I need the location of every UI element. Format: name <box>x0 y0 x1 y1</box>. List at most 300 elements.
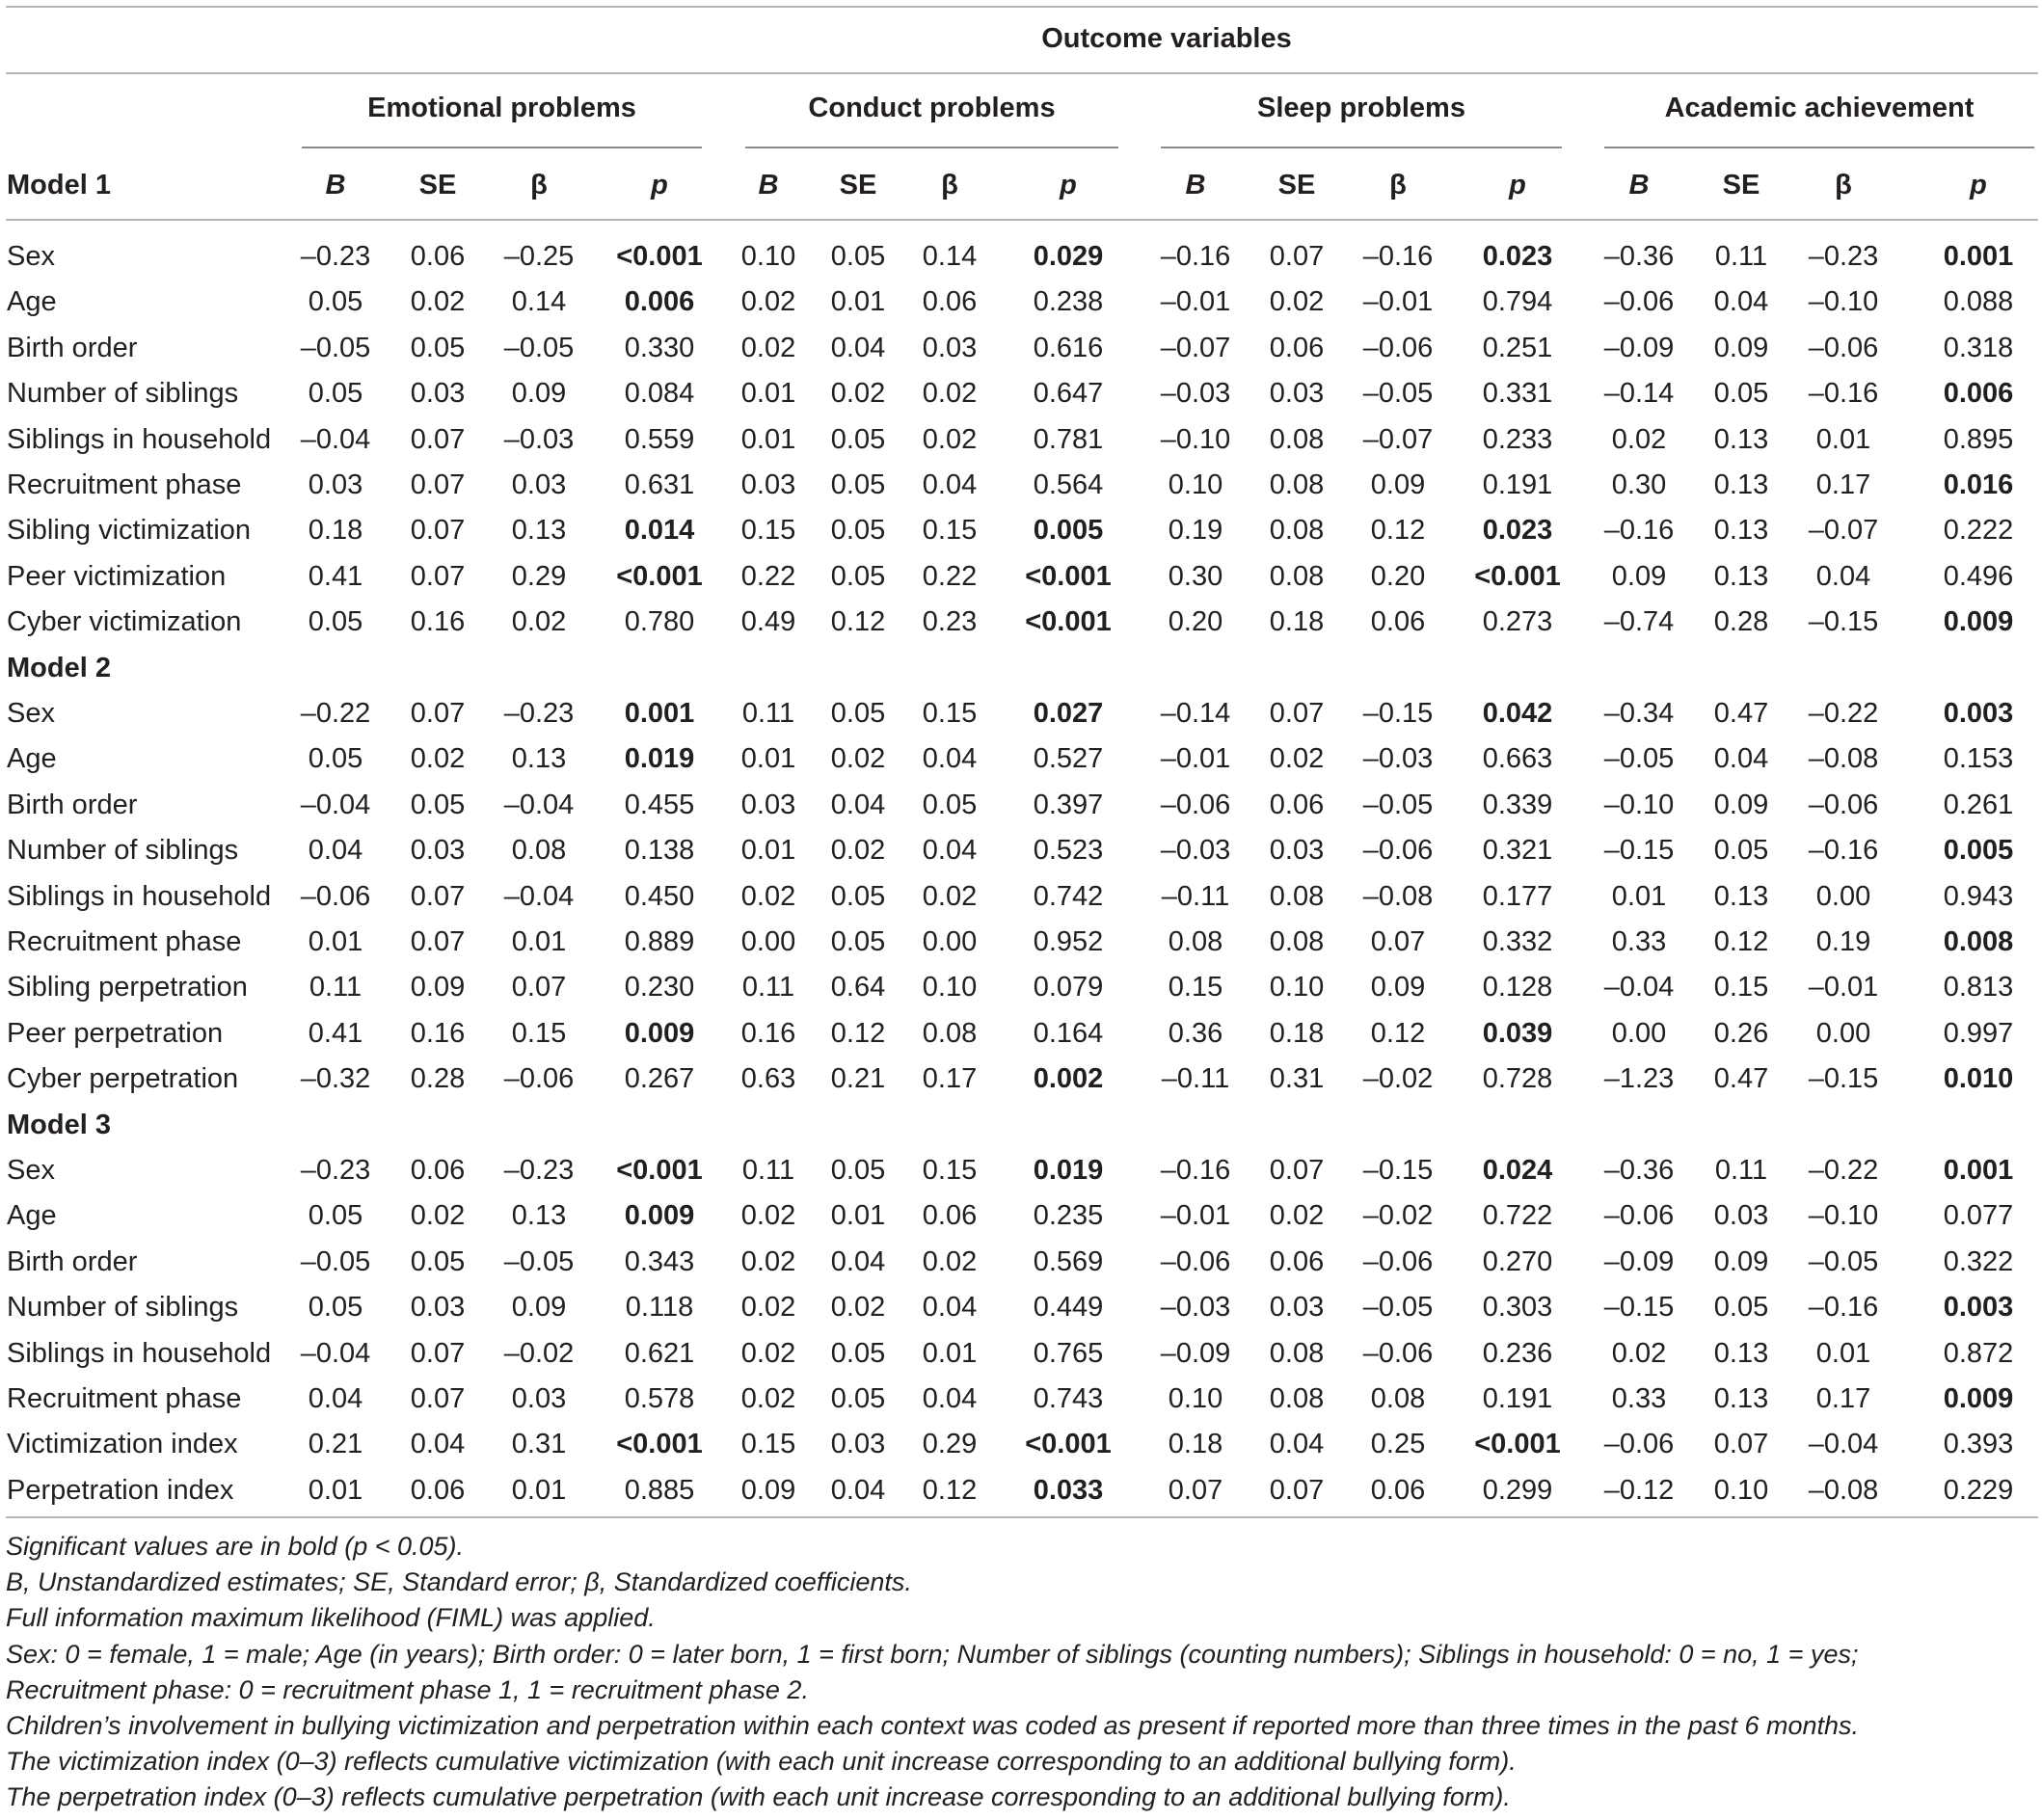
table-cell: 0.05 <box>308 1292 363 1324</box>
table-cell: <0.001 <box>1474 560 1561 592</box>
table-cell: 0.019 <box>624 743 695 775</box>
table-cell: 0.229 <box>1943 1474 2014 1506</box>
column-header: SE <box>839 170 877 201</box>
row-label: Perpetration index <box>7 1474 234 1506</box>
table-cell: 0.343 <box>624 1245 695 1277</box>
table-cell: 0.06 <box>1269 1245 1325 1277</box>
table-cell: 0.11 <box>309 972 363 1004</box>
table-cell: 0.943 <box>1943 880 2014 912</box>
table-cell: –0.10 <box>1603 789 1675 820</box>
column-header: β <box>941 170 958 201</box>
table-cell: 0.10 <box>1168 1383 1223 1414</box>
table-cell: 0.08 <box>1269 1337 1325 1369</box>
table-cell: 0.05 <box>410 332 466 363</box>
table-cell: 0.06 <box>1370 1474 1426 1506</box>
table-cell: 0.236 <box>1482 1337 1553 1369</box>
column-header: SE <box>1722 170 1760 201</box>
table-cell: 0.15 <box>922 698 978 729</box>
table-cell: –0.23 <box>300 241 371 272</box>
table-cell: 0.267 <box>624 1063 695 1095</box>
table-cell: 0.05 <box>308 743 363 775</box>
table-cell: 0.05 <box>830 515 886 547</box>
table-cell: 0.455 <box>624 789 695 820</box>
table-cell: 0.742 <box>1033 880 1104 912</box>
table-cell: –0.22 <box>300 698 371 729</box>
model-title: Model 3 <box>7 1109 111 1140</box>
table-cell: 0.07 <box>1370 926 1426 957</box>
table-cell: 0.027 <box>1033 698 1104 729</box>
table-cell: 0.722 <box>1482 1200 1553 1232</box>
table-cell: 0.016 <box>1943 469 2014 500</box>
table-cell: 0.33 <box>1611 926 1667 957</box>
table-cell: 0.03 <box>740 789 796 820</box>
table-cell: 0.08 <box>1269 880 1325 912</box>
row-label: Birth order <box>7 332 138 363</box>
column-header: B <box>325 170 346 201</box>
table-cell: 0.06 <box>410 241 466 272</box>
table-cell: –0.04 <box>503 789 575 820</box>
table-cell: <0.001 <box>1025 606 1112 638</box>
table-cell: –0.04 <box>1603 972 1675 1004</box>
table-cell: –0.08 <box>1808 1474 1879 1506</box>
table-cell: 0.11 <box>741 1155 795 1186</box>
table-cell: –0.16 <box>1603 515 1675 547</box>
table-cell: 0.024 <box>1482 1155 1553 1186</box>
row-label: Age <box>7 1200 57 1232</box>
table-cell: 0.02 <box>1269 286 1325 318</box>
table-cell: –0.05 <box>300 1245 371 1277</box>
table-cell: 0.15 <box>511 1017 567 1049</box>
table-cell: 0.28 <box>410 1063 466 1095</box>
table-cell: 0.033 <box>1033 1474 1104 1506</box>
row-label: Cyber victimization <box>7 606 242 638</box>
bottom-rule <box>6 1516 2038 1518</box>
table-cell: 0.05 <box>308 1200 363 1232</box>
table-cell: 0.01 <box>922 1337 978 1369</box>
table-cell: 0.12 <box>830 606 886 638</box>
table-cell: –0.16 <box>1808 1292 1879 1324</box>
table-cell: –0.12 <box>1603 1474 1675 1506</box>
table-cell: 0.527 <box>1033 743 1104 775</box>
group-header: Sleep problems <box>1257 93 1465 123</box>
table-cell: 0.02 <box>410 743 466 775</box>
table-cell: 0.079 <box>1033 972 1104 1004</box>
table-cell: 0.02 <box>922 880 978 912</box>
table-cell: 0.36 <box>1168 1017 1223 1049</box>
table-cell: 0.07 <box>1269 1155 1325 1186</box>
model-title: Model 2 <box>7 652 111 683</box>
table-cell: –0.04 <box>300 1337 371 1369</box>
column-header: p <box>651 170 668 201</box>
row-label: Sex <box>7 1155 55 1186</box>
table-cell: 0.02 <box>830 378 886 410</box>
table-cell: 0.05 <box>830 926 886 957</box>
table-cell: 0.077 <box>1943 1200 2014 1232</box>
table-cell: 0.01 <box>740 743 796 775</box>
table-cell: 0.02 <box>740 332 796 363</box>
table-cell: 0.09 <box>740 1474 796 1506</box>
table-cell: 0.15 <box>740 1429 796 1460</box>
table-cell: 0.13 <box>511 515 567 547</box>
table-cell: –0.16 <box>1362 241 1434 272</box>
table-cell: 0.01 <box>308 1474 363 1506</box>
table-cell: 0.03 <box>1269 835 1325 867</box>
column-header: SE <box>1277 170 1316 201</box>
table-cell: 0.647 <box>1033 378 1104 410</box>
table-cell: 0.042 <box>1482 698 1553 729</box>
table-cell: –0.06 <box>1808 789 1879 820</box>
table-cell: 0.02 <box>1269 743 1325 775</box>
table-cell: 0.261 <box>1943 789 2014 820</box>
table-cell: –0.36 <box>1603 241 1675 272</box>
table-cell: 0.07 <box>410 469 466 500</box>
table-cell: 0.330 <box>624 332 695 363</box>
table-cell: 0.005 <box>1943 835 2014 867</box>
table-cell: 0.164 <box>1033 1017 1104 1049</box>
table-cell: 0.04 <box>922 835 978 867</box>
table-cell: 0.04 <box>1269 1429 1325 1460</box>
group-header: Conduct problems <box>808 93 1056 123</box>
table-cell: –0.23 <box>1808 241 1879 272</box>
row-label: Cyber perpetration <box>7 1063 239 1095</box>
row-label: Siblings in household <box>7 1337 272 1369</box>
table-cell: 0.08 <box>1370 1383 1426 1414</box>
table-cell: –0.03 <box>1160 378 1231 410</box>
table-cell: 0.47 <box>1713 1063 1769 1095</box>
table-cell: 0.12 <box>1370 515 1426 547</box>
table-cell: –0.02 <box>503 1337 575 1369</box>
table-cell: 0.10 <box>740 241 796 272</box>
table-cell: 0.005 <box>1033 515 1104 547</box>
table-cell: –0.10 <box>1808 1200 1879 1232</box>
table-cell: 0.09 <box>1713 789 1769 820</box>
table-cell: 0.885 <box>624 1474 695 1506</box>
table-cell: 0.13 <box>511 1200 567 1232</box>
table-cell: 0.01 <box>740 423 796 455</box>
table-cell: –0.05 <box>1362 789 1434 820</box>
table-cell: 0.07 <box>410 423 466 455</box>
table-cell: 0.010 <box>1943 1063 2014 1095</box>
table-cell: 0.03 <box>410 835 466 867</box>
table-cell: –0.74 <box>1603 606 1675 638</box>
table-cell: 0.569 <box>1033 1245 1104 1277</box>
table-cell: 0.29 <box>511 560 567 592</box>
table-cell: 0.16 <box>410 606 466 638</box>
table-cell: –0.15 <box>1603 835 1675 867</box>
table-cell: 0.781 <box>1033 423 1104 455</box>
table-cell: 0.01 <box>1611 880 1667 912</box>
table-cell: 0.07 <box>410 880 466 912</box>
table-cell: 0.05 <box>410 1245 466 1277</box>
table-cell: 0.128 <box>1482 972 1553 1004</box>
table-cell: 0.088 <box>1943 286 2014 318</box>
table-cell: 0.322 <box>1943 1245 2014 1277</box>
table-cell: 0.13 <box>1713 560 1769 592</box>
table-cell: 0.33 <box>1611 1383 1667 1414</box>
table-cell: 0.47 <box>1713 698 1769 729</box>
row-label: Number of siblings <box>7 378 239 410</box>
table-cell: 0.08 <box>922 1017 978 1049</box>
column-header: β <box>530 170 548 201</box>
table-cell: 0.18 <box>1269 1017 1325 1049</box>
column-header: SE <box>418 170 457 201</box>
table-cell: –0.06 <box>1362 332 1434 363</box>
row-label: Peer victimization <box>7 560 227 592</box>
row-label: Sex <box>7 698 55 729</box>
table-cell: 0.01 <box>308 926 363 957</box>
table-cell: 0.02 <box>922 423 978 455</box>
table-cell: 0.08 <box>1269 469 1325 500</box>
table-cell: 0.05 <box>830 698 886 729</box>
table-cell: 0.15 <box>922 1155 978 1186</box>
table-cell: 0.191 <box>1482 469 1553 500</box>
table-cell: –0.22 <box>1808 698 1879 729</box>
table-cell: –0.04 <box>300 789 371 820</box>
row-label: Birth order <box>7 1245 138 1277</box>
table-cell: 0.14 <box>511 286 567 318</box>
table-cell: –0.05 <box>503 1245 575 1277</box>
table-cell: 0.04 <box>830 789 886 820</box>
table-cell: 0.01 <box>740 835 796 867</box>
top-rule <box>6 6 2038 8</box>
table-cell: 0.05 <box>830 469 886 500</box>
table-cell: 0.06 <box>1269 332 1325 363</box>
table-cell: 0.05 <box>830 880 886 912</box>
table-cell: 0.02 <box>740 880 796 912</box>
table-cell: 0.728 <box>1482 1063 1553 1095</box>
table-cell: 0.21 <box>308 1429 363 1460</box>
table-cell: 0.00 <box>1611 1017 1667 1049</box>
row-label: Number of siblings <box>7 1292 239 1324</box>
table-cell: 0.564 <box>1033 469 1104 500</box>
table-cell: –0.14 <box>1160 698 1231 729</box>
footnote: Full information maximum likelihood (FIML) was applied. <box>6 1603 656 1633</box>
table-cell: 0.07 <box>1269 1474 1325 1506</box>
table-cell: 0.02 <box>740 286 796 318</box>
table-cell: 0.17 <box>1815 1383 1871 1414</box>
table-cell: 0.02 <box>410 1200 466 1232</box>
table-cell: 0.07 <box>410 560 466 592</box>
table-cell: 0.02 <box>740 1200 796 1232</box>
table-cell: 0.631 <box>624 469 695 500</box>
table-cell: 0.03 <box>511 469 567 500</box>
table-cell: –0.15 <box>1362 698 1434 729</box>
table-cell: 0.08 <box>1269 926 1325 957</box>
row-label: Recruitment phase <box>7 469 242 500</box>
table-cell: 0.04 <box>922 1383 978 1414</box>
table-cell: 0.001 <box>624 698 695 729</box>
table-cell: –0.07 <box>1160 332 1231 363</box>
table-cell: 0.039 <box>1482 1017 1553 1049</box>
table-cell: 0.31 <box>1269 1063 1325 1095</box>
table-cell: –0.07 <box>1808 515 1879 547</box>
group-underline <box>745 147 1118 148</box>
table-cell: 0.16 <box>410 1017 466 1049</box>
table-cell: 0.04 <box>830 332 886 363</box>
group-header: Emotional problems <box>367 93 636 123</box>
table-cell: 0.029 <box>1033 241 1104 272</box>
table-cell: 0.12 <box>1713 926 1769 957</box>
table-cell: 0.07 <box>1269 241 1325 272</box>
footnote: B, Unstandardized estimates; SE, Standard error; β, Standardized coefficients. <box>6 1567 912 1597</box>
table-cell: 0.04 <box>1815 560 1871 592</box>
table-cell: –0.23 <box>503 698 575 729</box>
table-cell: 0.23 <box>922 606 978 638</box>
table-cell: –0.11 <box>1161 1063 1230 1095</box>
table-cell: 0.02 <box>740 1383 796 1414</box>
table-cell: 0.084 <box>624 378 695 410</box>
table-cell: 0.273 <box>1482 606 1553 638</box>
table-cell: 0.393 <box>1943 1429 2014 1460</box>
table-cell: 0.05 <box>1713 1292 1769 1324</box>
table-cell: 0.15 <box>1713 972 1769 1004</box>
table-cell: 0.009 <box>1943 606 2014 638</box>
table-cell: 0.003 <box>1943 698 2014 729</box>
table-cell: 0.01 <box>511 926 567 957</box>
table-cell: 0.05 <box>830 1337 886 1369</box>
table-cell: 0.270 <box>1482 1245 1553 1277</box>
table-cell: –0.16 <box>1160 241 1231 272</box>
table-cell: 0.001 <box>1943 1155 2014 1186</box>
table-cell: 0.07 <box>410 515 466 547</box>
table-cell: 0.06 <box>410 1155 466 1186</box>
table-cell: 0.321 <box>1482 835 1553 867</box>
table-cell: 0.023 <box>1482 515 1553 547</box>
table-cell: 0.07 <box>410 1383 466 1414</box>
table-cell: 0.332 <box>1482 926 1553 957</box>
outcome-variables-header: Outcome variables <box>1041 23 1292 54</box>
table-cell: 0.023 <box>1482 241 1553 272</box>
table-cell: 0.09 <box>1713 1245 1769 1277</box>
table-cell: 0.02 <box>1611 1337 1667 1369</box>
table-cell: 0.04 <box>1713 286 1769 318</box>
table-cell: 0.30 <box>1168 560 1223 592</box>
table-cell: 0.17 <box>1815 469 1871 500</box>
table-cell: 0.30 <box>1611 469 1667 500</box>
table-cell: 0.235 <box>1033 1200 1104 1232</box>
row-label: Recruitment phase <box>7 926 242 957</box>
table-cell: 0.006 <box>1943 378 2014 410</box>
table-cell: –0.02 <box>1362 1200 1434 1232</box>
table-cell: 0.009 <box>624 1200 695 1232</box>
table-cell: –0.01 <box>1160 743 1231 775</box>
table-cell: 0.13 <box>511 743 567 775</box>
table-cell: 0.15 <box>1168 972 1223 1004</box>
column-header: B <box>1628 170 1650 201</box>
table-cell: 0.02 <box>740 1337 796 1369</box>
table-cell: –0.06 <box>1160 1245 1231 1277</box>
table-cell: 0.02 <box>1611 423 1667 455</box>
table-cell: 0.05 <box>1713 378 1769 410</box>
table-cell: 0.578 <box>624 1383 695 1414</box>
row-label: Sex <box>7 241 55 272</box>
table-cell: 0.13 <box>1713 515 1769 547</box>
table-cell: –0.16 <box>1808 835 1879 867</box>
table-cell: 0.02 <box>830 1292 886 1324</box>
table-cell: 0.318 <box>1943 332 2014 363</box>
table-cell: 0.08 <box>1269 423 1325 455</box>
column-header: B <box>758 170 779 201</box>
table-cell: 0.02 <box>830 743 886 775</box>
table-cell: 0.18 <box>308 515 363 547</box>
table-cell: –0.25 <box>503 241 575 272</box>
row-label: Birth order <box>7 789 138 820</box>
table-cell: 0.118 <box>625 1292 694 1324</box>
table-cell: –0.06 <box>1603 286 1675 318</box>
table-cell: 0.03 <box>511 1383 567 1414</box>
table-cell: 0.997 <box>1943 1017 2014 1049</box>
table-cell: 0.41 <box>308 1017 363 1049</box>
table-cell: –0.01 <box>1160 1200 1231 1232</box>
table-cell: <0.001 <box>1474 1429 1561 1460</box>
footnote: Children’s involvement in bullying victimization and perpetration within each context was coded as present if reported more than three times in the past 6 months. <box>6 1711 1860 1740</box>
table-cell: 0.06 <box>1370 606 1426 638</box>
table-cell: 0.09 <box>410 972 466 1004</box>
table-cell: 0.15 <box>922 515 978 547</box>
table-cell: 0.003 <box>1943 1292 2014 1324</box>
group-underline <box>1161 147 1562 148</box>
table-cell: 0.08 <box>1269 560 1325 592</box>
footnote: Recruitment phase: 0 = recruitment phase 1, 1 = recruitment phase 2. <box>6 1674 809 1704</box>
table-cell: 0.41 <box>308 560 363 592</box>
table-cell: 0.07 <box>410 698 466 729</box>
table-cell: 0.222 <box>1943 515 2014 547</box>
footnote: Significant values are in bold (p < 0.05). <box>6 1532 465 1561</box>
table-cell: 0.00 <box>1815 880 1871 912</box>
table-cell: 0.05 <box>830 423 886 455</box>
table-cell: 0.299 <box>1482 1474 1553 1506</box>
table-cell: 0.765 <box>1033 1337 1104 1369</box>
table-cell: 0.743 <box>1033 1383 1104 1414</box>
table-cell: –0.06 <box>1808 332 1879 363</box>
table-cell: 0.06 <box>922 1200 978 1232</box>
table-cell: <0.001 <box>616 1155 703 1186</box>
table-cell: 0.08 <box>1269 515 1325 547</box>
table-cell: 0.008 <box>1943 926 2014 957</box>
table-cell: 0.13 <box>1713 1337 1769 1369</box>
table-cell: 0.13 <box>1713 880 1769 912</box>
table-cell: 0.13 <box>1713 469 1769 500</box>
table-cell: 0.04 <box>410 1429 466 1460</box>
table-cell: 0.889 <box>624 926 695 957</box>
row-label: Peer perpetration <box>7 1017 224 1049</box>
table-cell: –0.06 <box>503 1063 575 1095</box>
table-cell: –0.06 <box>1603 1429 1675 1460</box>
table-cell: 0.14 <box>922 241 978 272</box>
table-cell: –0.02 <box>1362 1063 1434 1095</box>
table-cell: 0.616 <box>1033 332 1104 363</box>
table-cell: –0.23 <box>503 1155 575 1186</box>
column-header: B <box>1185 170 1206 201</box>
column-header: β <box>1835 170 1852 201</box>
table-cell: 0.09 <box>1713 332 1769 363</box>
table-cell: 0.001 <box>1943 241 2014 272</box>
table-cell: –0.04 <box>503 880 575 912</box>
table-cell: 0.331 <box>1482 378 1553 410</box>
table-cell: 0.03 <box>1269 378 1325 410</box>
table-cell: 0.397 <box>1033 789 1104 820</box>
table-cell: 0.05 <box>830 1155 886 1186</box>
table-cell: 0.02 <box>740 1292 796 1324</box>
column-header: p <box>1509 170 1526 201</box>
table-cell: 0.09 <box>1370 469 1426 500</box>
table-cell: 0.05 <box>830 560 886 592</box>
table-cell: –0.09 <box>1160 1337 1231 1369</box>
table-cell: –0.03 <box>1160 1292 1231 1324</box>
table-cell: 0.449 <box>1033 1292 1104 1324</box>
row-label: Victimization index <box>7 1429 238 1460</box>
table-cell: 0.07 <box>1168 1474 1223 1506</box>
